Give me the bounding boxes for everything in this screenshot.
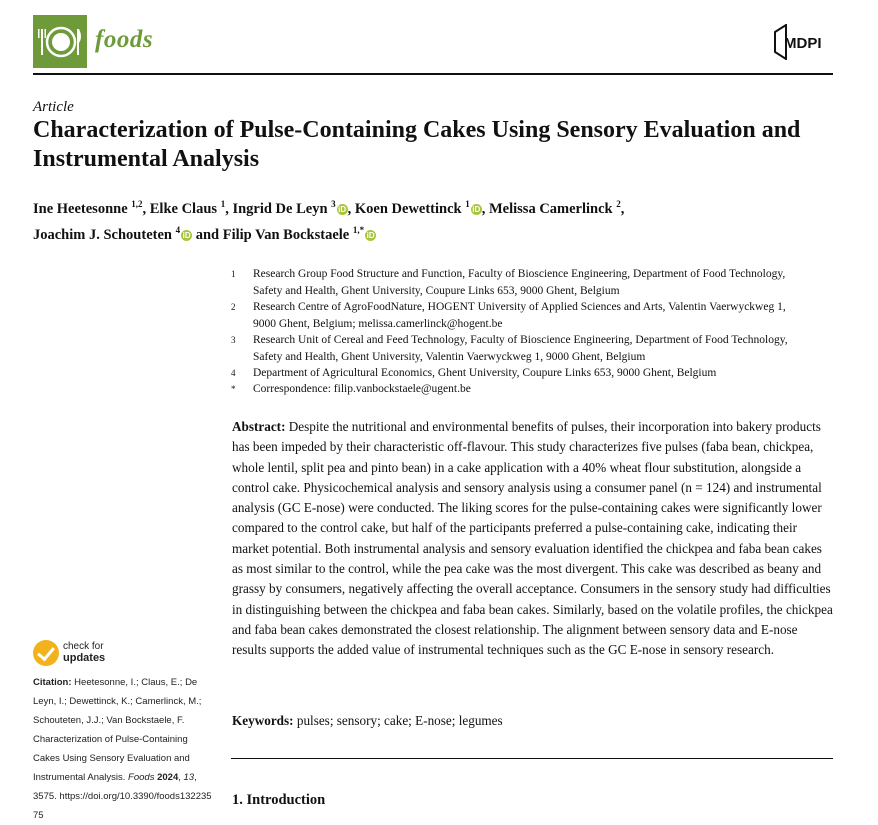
author-list: Ine Heetesonne $^{1,2}$, Elke Claus $^1$, Ingrid De Leyn $^3$iD , Koen Dewettinck $^1$iD , Melissa Camerlinck $^2$, Joachim J. Schouteten $^4$iD and Filip Van Bockstaele $^{1,*}$iD	[33, 199, 625, 243]
section-rule	[231, 758, 833, 759]
affiliation-number: 4	[231, 368, 236, 378]
keywords-text: pulses; sensory; cake; E-nose; legumes	[296, 713, 503, 728]
keywords-label: Keywords:	[232, 713, 294, 728]
author-name: Koen Dewettinck	[354, 200, 466, 217]
affiliation-item	[231, 266, 801, 299]
orcid-icon[interactable]: iD	[182, 230, 191, 240]
author-affiliation-ref: 1	[220, 199, 226, 209]
publisher-logo[interactable]	[769, 24, 834, 60]
author-affiliation-ref: 1	[465, 199, 470, 209]
affiliation-text: Research Centre of AgroFoodNature, HOGENT University of Applied Sciences and Arts, Valentin Vaerwyckweg 1, 9000 Ghent, Belgium; melissa.camerlinck@hogent.be	[253, 301, 786, 330]
check-updates-line2: updates	[63, 652, 106, 664]
citation-pages: , 3575.	[33, 772, 197, 802]
affiliation-number: *	[231, 384, 236, 394]
orcid-icon[interactable]: iD	[338, 204, 347, 214]
orcid-icon[interactable]: iD	[472, 204, 481, 214]
abstract	[232, 417, 834, 661]
author-name: Elke Claus	[149, 200, 221, 217]
author-affiliation-ref: 1,*	[352, 224, 365, 235]
section-heading: 1. Introduction	[232, 792, 326, 808]
author-affiliation-ref: 3	[331, 199, 336, 209]
check-updates-line1: check for	[63, 641, 104, 652]
author-name: Melissa Camerlinck	[488, 200, 617, 217]
affiliation-item	[231, 332, 801, 365]
journal-logo	[33, 15, 87, 68]
author-affiliation-ref: 2	[616, 199, 621, 209]
affiliation-text: Department of Agricultural Economics, Ghent University, Coupure Links 653, 9000 Ghent, Belgium	[253, 367, 717, 379]
author-name: Ine Heetesonne	[33, 200, 132, 217]
article-type: Article	[33, 99, 74, 115]
abstract-text: Despite the nutritional and environmental benefits of pulses, their incorporation into bakery products has been impeded by their characteristic off-flavour. This study characterizes five pulses (faba bean, chickpea, whole lentil, split pea and pinto bean) in a cake application with a 40% wheat flour substitution, alongside a control cake. Physicochemical analysis and sensory analysis using a consumer panel (n = 124) and instrumental analysis (GC E-nose) were conducted. The liking scores for the pulse-containing cakes were significantly lower compared to the control cake, but half of the participants preferred a pulse-containing cake, indicating their market potential. Both instrumental analysis and sensory evaluation identified the chickpea and faba bean cakes as most similar to the control, while the pea cake was the most divergent. This cake was described as beany and grassy by consumers, negatively affecting the overall acceptance. Consumers in the sensory study had difficulties in distinguishing between the chickpea and faba bean cakes. Similarly, based on the volatile profiles, the chickpea and faba bean cakes demonstrated the closest relationship. The alignment between sensory data and E-nose results supports the added value of instrumental techniques such as the GC E-nose in sensory research.	[232, 419, 833, 658]
citation-year: 2024	[157, 772, 179, 783]
keywords	[232, 713, 834, 729]
citation-label: Citation:	[33, 677, 72, 688]
citation-volume: 13	[183, 772, 195, 783]
citation-block: Citation: Heetesonne, I.; Claus, E.; De Leyn, I.; Dewettinck, K.; Camerlinck, M.; Schouteten, J.J.; Van Bockstaele, F. Characterization of Pulse-Containing Cakes Using Sensory Evaluation and Instrumental Analysis. Foods 2024, 13, 3575. https://doi.org/10.3390/foods13223575	[33, 677, 212, 821]
journal-name[interactable]: foods	[95, 26, 154, 53]
orcid-icon[interactable]: iD	[366, 230, 375, 240]
author-name: Ingrid De Leyn	[232, 200, 332, 217]
affiliation-item	[231, 381, 801, 398]
publisher-text: MDPI	[784, 35, 822, 52]
author-affiliation-ref: 1,2	[131, 199, 143, 209]
citation-doi[interactable]: https://doi.org/10.3390/foods13223575	[33, 791, 212, 821]
header-rule	[33, 73, 833, 75]
check-for-updates-badge[interactable]	[33, 640, 173, 670]
affiliation-text: Research Unit of Cereal and Feed Technology, Faculty of Bioscience Engineering, Department of Food Technology, Safety and Health, Ghent University, Valentin Vaerwyckweg 1, 9000 Ghent, Belgium	[253, 334, 788, 363]
affiliation-number: 2	[231, 302, 236, 312]
check-updates-icon	[33, 640, 59, 666]
citation-text: Heetesonne, I.; Claus, E.; De Leyn, I.; Dewettinck, K.; Camerlinck, M.; Schouteten, J.J.; Van Bockstaele, F. Characterization of Pulse-Containing Cakes Using Sensory Evaluation and Instrumental Analysis.	[33, 677, 202, 783]
affiliation-text: Correspondence: filip.vanbockstaele@ugent.be	[253, 383, 471, 395]
affiliation-item	[231, 299, 801, 332]
affiliation-number: 3	[231, 335, 236, 345]
affiliation-text: Research Group Food Structure and Function, Faculty of Bioscience Engineering, Department of Food Technology, Safety and Health, Ghent University, Coupure Links 653, 9000 Ghent, Belgium	[253, 268, 786, 297]
author-name: Filip Van Bockstaele	[222, 226, 353, 243]
author-name: Joachim J. Schouteten	[33, 226, 176, 243]
abstract-label: Abstract:	[232, 419, 286, 434]
affiliation-item	[231, 365, 801, 382]
citation-journal: Foods	[128, 772, 155, 783]
article-title: Characterization of Pulse-Containing Cakes Using Sensory Evaluation and Instrumental Analysis	[33, 117, 801, 172]
affiliation-number: 1	[231, 269, 236, 279]
author-affiliation-ref: 4	[175, 224, 181, 235]
